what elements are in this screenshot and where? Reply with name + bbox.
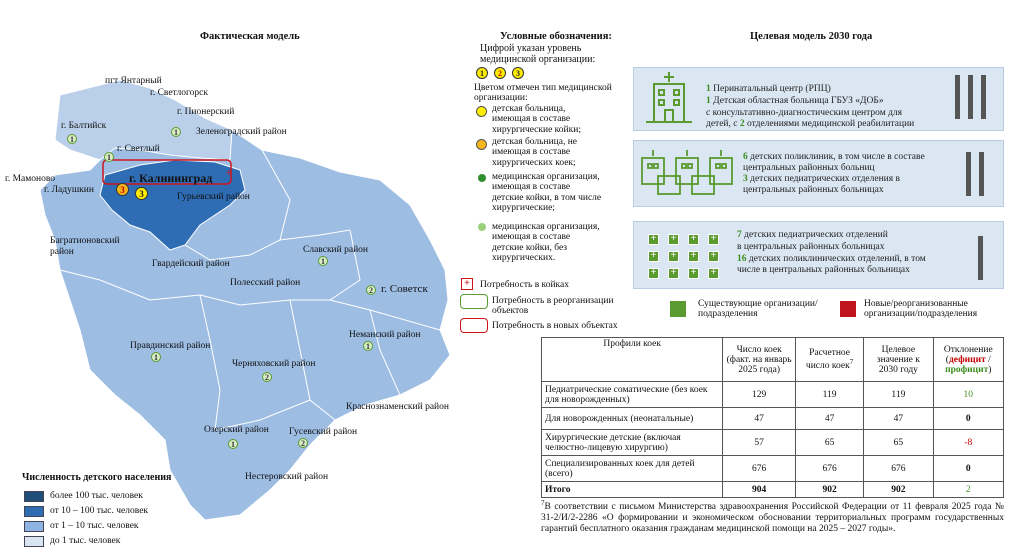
label-ozersk: Озерский район xyxy=(204,425,269,435)
marker-svetly: 1 xyxy=(104,152,114,162)
row-fact: 904 xyxy=(723,482,796,498)
box2-line3: 3 детских педиатрических отделения в xyxy=(743,174,900,184)
population-label-2: от 1 – 10 тыс. человек xyxy=(50,521,139,531)
population-swatch-0 xyxy=(24,491,44,502)
marker-zelenogradsk: 1 xyxy=(171,127,181,137)
row-target: 65 xyxy=(864,430,933,456)
need-beds-marker: + xyxy=(226,168,232,179)
population-legend-title: Численность детского населения xyxy=(22,472,172,483)
box2-line4: центральных районных больницах xyxy=(743,185,884,195)
level-1-bars xyxy=(978,236,983,280)
level-3-bars xyxy=(955,75,986,119)
population-label-0: более 100 тыс. человек xyxy=(50,491,143,501)
legend-new-swatch xyxy=(840,301,856,317)
legend-need-beds-icon: + xyxy=(461,278,473,290)
box2-line1: 6 детских поликлиник, в том числе в составе xyxy=(743,152,925,162)
legend-new-label: Новые/реорганизованные организации/подразделения xyxy=(864,299,978,320)
box3-line3: 16 детских поликлинических отделений, в том xyxy=(737,254,926,264)
row-fact: 129 xyxy=(723,382,796,408)
legend-reorg-box xyxy=(460,294,488,309)
box1-line1: 1 Перинатальный центр (РПЦ) xyxy=(706,84,831,94)
row-fact: 47 xyxy=(723,408,796,430)
row-name: Итого xyxy=(542,482,723,498)
label-krasnoznamensk: Краснознаменский район xyxy=(346,402,449,412)
label-baltiysk: г. Балтийск xyxy=(61,121,107,131)
legend-level-3: 3 xyxy=(512,67,524,79)
population-label-1: от 10 – 100 тыс. человек xyxy=(50,506,149,516)
label-polessk: Полесский район xyxy=(230,278,301,288)
legend-type-note: Цветом отмечен тип медицинской организации: xyxy=(474,83,612,104)
beds-table xyxy=(541,337,1004,498)
polyclinic-icon xyxy=(640,148,736,198)
marker-slavsk: 1 xyxy=(318,256,328,266)
population-label-3: до 1 тыс. человек xyxy=(50,536,121,546)
marker-gusev: 2 xyxy=(298,438,308,448)
legend-type-label-3: медицинская организация, имеющая в составе детские койки, без хирургических. xyxy=(492,222,600,264)
level-2-bars xyxy=(966,152,984,196)
left-title: Фактическая модель xyxy=(200,31,300,42)
legend-title: Условные обозначения: xyxy=(500,31,612,42)
box3-line1: 7 детских педиатрических отделений xyxy=(737,230,888,240)
row-target: 902 xyxy=(864,482,933,498)
marker-pravdinsk: 1 xyxy=(151,352,161,362)
legend-type-dot-0 xyxy=(476,106,487,117)
label-pionersky: г. Пионерский xyxy=(177,107,235,117)
legend-existing-swatch xyxy=(670,301,686,317)
population-swatch-2 xyxy=(24,521,44,532)
table-header-deviation: Отклонение (дефицит / профицит) xyxy=(933,338,1003,382)
legend-level-1: 1 xyxy=(476,67,488,79)
marker-neman: 1 xyxy=(363,341,373,351)
box3-line4: числе в центральных районных больницах xyxy=(737,265,910,275)
row-deviation: 2 xyxy=(933,482,1003,498)
label-chernyakhovsk: Черняховский район xyxy=(232,359,316,369)
legend-type-dot-2 xyxy=(478,174,486,182)
label-nesterov: Нестеровский район xyxy=(245,472,329,482)
marker-kaliningrad-a: 3 xyxy=(116,183,129,196)
table-row-total xyxy=(542,482,1004,498)
table-row xyxy=(542,382,1004,408)
marker-sovetsk: 2 xyxy=(366,285,376,295)
row-deviation: -8 xyxy=(933,430,1003,456)
table-row xyxy=(542,408,1004,430)
population-swatch-3 xyxy=(24,536,44,547)
row-calc: 65 xyxy=(795,430,863,456)
table-header-calc: Расчетное число коек$^7$ xyxy=(795,338,863,382)
row-target: 676 xyxy=(864,456,933,482)
box2-line2: центральных районных больниц xyxy=(743,163,875,173)
label-gvardeysk: Гвардейский район xyxy=(152,259,230,269)
row-fact: 676 xyxy=(723,456,796,482)
row-deviation: 0 xyxy=(933,456,1003,482)
table-header-profile: Профили коек xyxy=(542,338,723,382)
row-name: Для новорожденных (неонатальные) xyxy=(542,408,723,430)
row-name: Хирургические детские (включая челюстно-лицевую хирургию) xyxy=(542,430,723,456)
label-svetly: г. Светлый xyxy=(117,144,160,154)
box3-line2: в центральных районных больницах xyxy=(737,242,885,252)
table-row xyxy=(542,456,1004,482)
label-gusev: Гусевский район xyxy=(289,427,358,437)
legend-level-note: Цифрой указан уровень медицинской организации: xyxy=(480,43,596,65)
footnote: $^7$В соответствии с письмом Министерства здравоохранения Российской Федерации от 11 февраля 2025 года № 31-2/И/2-2286 «О формировании и экономическом обосновании территориальных программ государственных гарантий бесплатного оказания гражданам медицинской помощи на 2025 – 2027 годы». xyxy=(541,499,1004,534)
row-fact: 57 xyxy=(723,430,796,456)
marker-chernyakhovsk: 2 xyxy=(262,372,272,382)
legend-new-box xyxy=(460,318,488,333)
label-guryevsk: Гурьевский район xyxy=(177,192,250,202)
row-calc: 676 xyxy=(795,456,863,482)
row-deviation: 0 xyxy=(933,408,1003,430)
hospital-icon xyxy=(646,70,692,126)
legend-type-label-0: детская больница, имеющая в составе хирургические койки; xyxy=(492,104,581,135)
legend-type-dot-3 xyxy=(478,223,486,231)
population-swatch-1 xyxy=(24,506,44,517)
label-kaliningrad: г. Калининград xyxy=(129,171,213,185)
row-name: Специализированных коек для детей (всего) xyxy=(542,456,723,482)
row-target: 119 xyxy=(864,382,933,408)
right-title: Целевая модель 2030 года xyxy=(750,31,873,42)
marker-ozersk: 1 xyxy=(228,439,238,449)
box1-line4: детей, с 2 отделениями медицинской реабилитации xyxy=(706,119,915,129)
label-neman: Неманский район xyxy=(349,330,421,340)
table-header-target: Целевое значение к 2030 году xyxy=(864,338,933,382)
department-icon-grid: + + + + + + + + + + + + xyxy=(648,234,730,282)
label-pravdinsk: Правдинский район xyxy=(130,341,211,351)
row-calc: 47 xyxy=(795,408,863,430)
row-calc: 119 xyxy=(795,382,863,408)
marker-baltiysk: 1 xyxy=(67,134,77,144)
legend-existing-label: Существующие организации/подразделения xyxy=(698,299,818,320)
label-mamonovo: г. Мамоново xyxy=(5,174,56,184)
label-yantarny: пгт Янтарный xyxy=(105,76,162,86)
label-bagrationovsk: Багратионовский район xyxy=(50,236,120,258)
legend-type-dot-1 xyxy=(476,139,487,150)
box1-line2: 1 Детская областная больница ГБУЗ «ДОБ» xyxy=(706,96,884,106)
table-row xyxy=(542,430,1004,456)
box1-line3: с консультативно-диагностическим центром для xyxy=(706,108,903,118)
label-svetlogorsk: г. Светлогорск xyxy=(150,88,208,98)
legend-type-label-1: детская больница, не имеющая в составе хирургических коек; xyxy=(492,137,578,168)
label-zelenogradsk: Зеленоградский район xyxy=(196,127,287,137)
row-deviation: 10 xyxy=(933,382,1003,408)
label-slavsk: Славский район xyxy=(303,245,368,255)
table-header-row xyxy=(542,338,1004,382)
row-calc: 902 xyxy=(795,482,863,498)
row-target: 47 xyxy=(864,408,933,430)
legend-need-reorg: Потребность в реорганизации объектов xyxy=(492,296,614,317)
label-sovetsk: г. Советск xyxy=(381,283,428,295)
table-header-fact: Число коек (факт. на январь 2025 года) xyxy=(723,338,796,382)
legend-need-beds: Потребность в койках xyxy=(480,280,569,290)
marker-kaliningrad-b: 3 xyxy=(135,187,148,200)
legend-need-new: Потребность в новых объектах xyxy=(492,321,618,331)
legend-type-label-2: медицинская организация, имеющая в составе детские койки, в том числе хирургические; xyxy=(492,172,602,214)
label-ladushkin: г. Ладушкин xyxy=(44,185,94,195)
row-name: Педиатрические соматические (без коек для новорожденных) xyxy=(542,382,723,408)
legend-level-2: 2 xyxy=(494,67,506,79)
